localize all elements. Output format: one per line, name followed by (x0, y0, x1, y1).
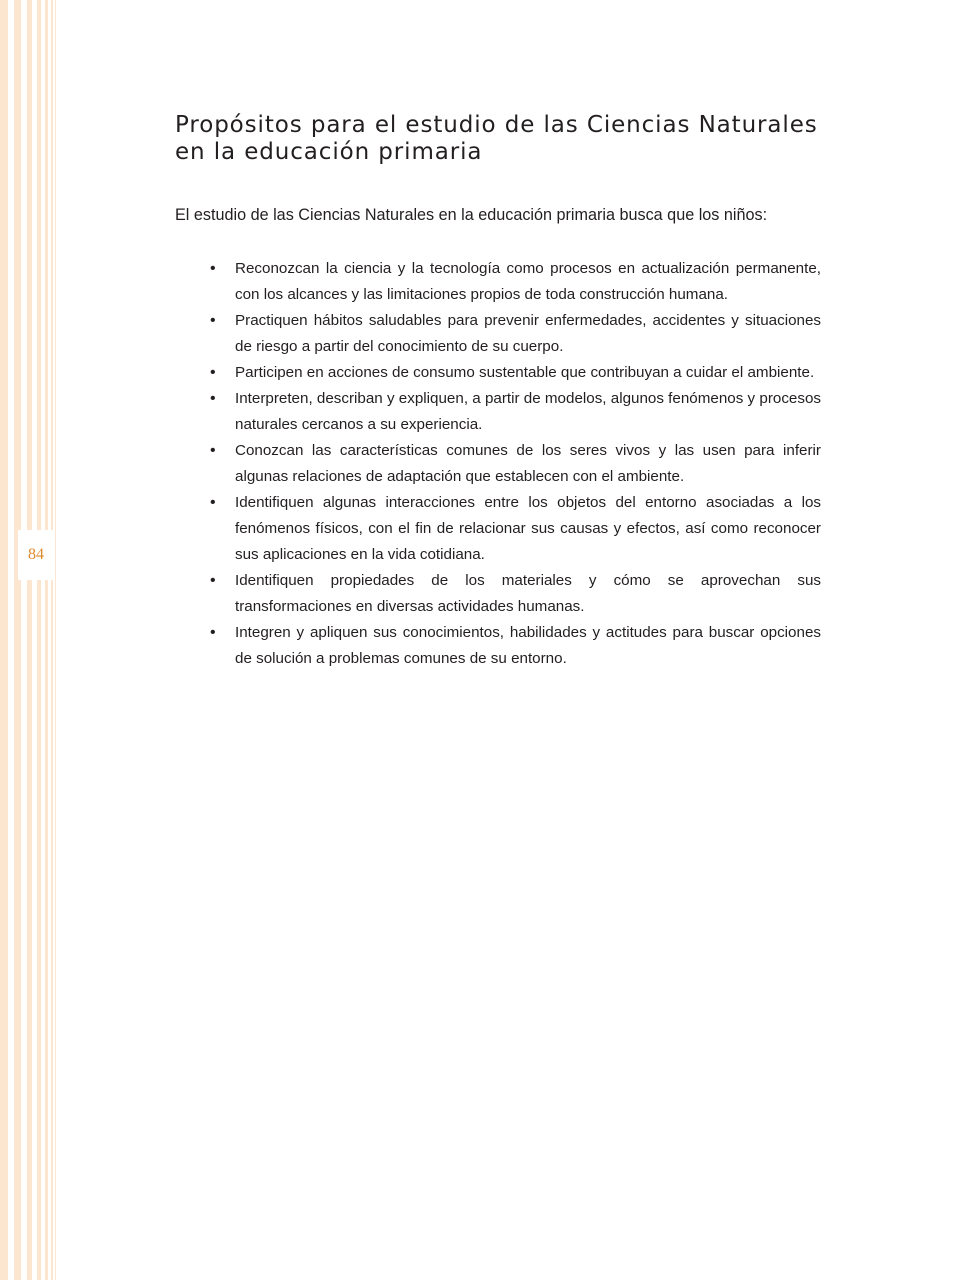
intro-paragraph: El estudio de las Ciencias Naturales en la educación primaria busca que los niños: (175, 206, 768, 224)
page-content (175, 112, 821, 672)
bullet-icon: • (210, 572, 216, 589)
list-item (210, 386, 821, 438)
purposes-list (175, 256, 821, 672)
list-item-text: Identifiquen propiedades de los materiales y cómo se aprovechan sus transformaciones en diversas actividades humanas. (235, 572, 821, 615)
margin-stripe (0, 0, 8, 1280)
list-item (210, 438, 821, 490)
page-title-line-2: en la educación primaria (175, 139, 483, 165)
margin-stripe (37, 0, 41, 1280)
bullet-icon: • (210, 624, 216, 641)
bullet-icon: • (210, 442, 216, 459)
margin-stripe (51, 0, 53, 1280)
list-item (210, 308, 821, 360)
page-number: 84 (18, 530, 54, 580)
margin-stripes-decoration (0, 0, 70, 1280)
list-item-text: Integren y apliquen sus conocimientos, habilidades y actitudes para buscar opciones de solución a problemas comunes de su entorno. (235, 624, 821, 667)
page-title (175, 112, 821, 166)
list-item-text: Interpreten, describan y expliquen, a partir de modelos, algunos fenómenos y procesos naturales cercanos a su experiencia. (235, 390, 821, 433)
bullet-icon: • (210, 494, 216, 511)
margin-stripe (55, 0, 56, 1280)
list-item (210, 568, 821, 620)
margin-stripe (27, 0, 32, 1280)
list-item-text: Conozcan las características comunes de los seres vivos y las usen para inferir algunas relaciones de adaptación que establecen con el ambiente. (235, 442, 821, 485)
list-item (210, 620, 821, 672)
list-item-text: Practiquen hábitos saludables para prevenir enfermedades, accidentes y situaciones de riesgo a partir del conocimiento de su cuerpo. (235, 312, 821, 355)
list-item-text: Participen en acciones de consumo sustentable que contribuyan a cuidar el ambiente. (235, 364, 815, 381)
margin-stripe (45, 0, 48, 1280)
bullet-icon: • (210, 364, 216, 381)
list-item (210, 490, 821, 568)
list-item (210, 256, 821, 308)
list-item-text: Identifiquen algunas interacciones entre los objetos del entorno asociadas a los fenómenos físicos, con el fin de relacionar sus causas y efectos, así como reconocer sus aplicaciones en la vida cotidiana. (235, 494, 821, 563)
list-item-text: Reconozcan la ciencia y la tecnología como procesos en actualización permanente, con los alcances y las limitaciones propios de toda construcción humana. (235, 260, 821, 303)
page-title-line-1: Propósitos para el estudio de las Ciencias Naturales (175, 112, 818, 138)
bullet-icon: • (210, 260, 216, 277)
bullet-icon: • (210, 390, 216, 407)
list-item (210, 360, 821, 386)
bullet-icon: • (210, 312, 216, 329)
margin-stripe (14, 0, 21, 1280)
